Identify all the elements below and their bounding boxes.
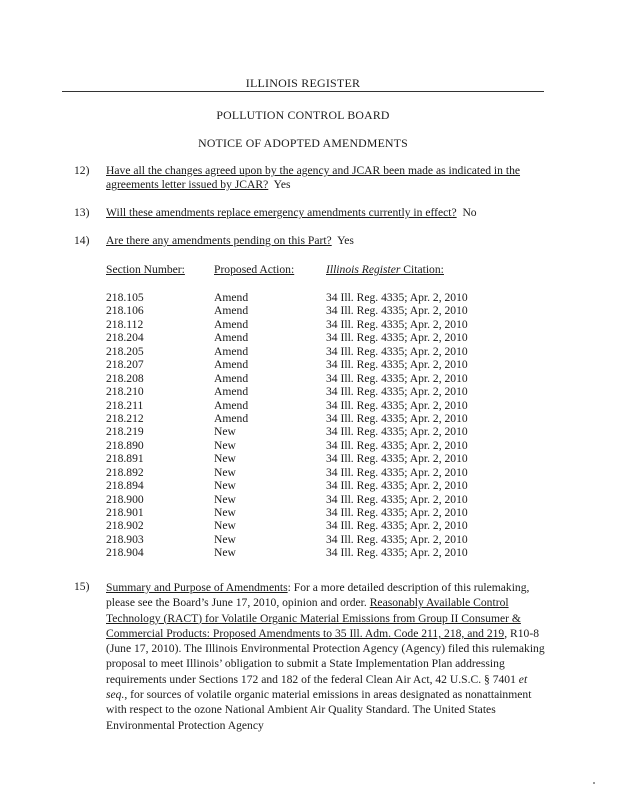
table-row [106,372,526,385]
item-13-question: Will these amendments replace emergency amendments currently in effect? [106,206,457,219]
row-proposed-action: Amend [214,317,249,331]
row-proposed-action: Amend [214,331,249,345]
row-proposed-action: New [214,519,236,533]
row-section-number: 218.208 [106,371,144,385]
row-citation: 34 Ill. Reg. 4335; Apr. 2, 2010 [326,519,468,533]
header-citation-italic: Illinois Register [326,263,401,276]
row-section-number: 218.210 [106,385,144,399]
row-section-number: 218.902 [106,519,144,533]
table-row [106,546,526,559]
table-row [106,519,526,532]
header-proposed-action: Proposed Action: [214,263,295,276]
row-citation: 34 Ill. Reg. 4335; Apr. 2, 2010 [326,465,468,479]
row-section-number: 218.890 [106,438,144,452]
notice-title: NOTICE OF ADOPTED AMENDMENTS [198,136,408,150]
row-citation: 34 Ill. Reg. 4335; Apr. 2, 2010 [326,479,468,493]
item-number-14: 14) [74,234,90,247]
table-row [106,304,526,317]
row-section-number: 218.891 [106,452,144,466]
table-row [106,506,526,519]
row-citation: 34 Ill. Reg. 4335; Apr. 2, 2010 [326,492,468,506]
table-row [106,358,526,371]
table-row [106,291,526,304]
row-proposed-action: Amend [214,304,249,318]
summary-intro: : For a more detailed description of this rulemaking, please see the Board’s June 17, 2010, opinion and order. [106,581,530,610]
table-row [106,412,526,425]
row-citation: 34 Ill. Reg. 4335; Apr. 2, 2010 [326,452,468,466]
row-citation: 34 Ill. Reg. 4335; Apr. 2, 2010 [326,291,468,304]
row-citation: 34 Ill. Reg. 4335; Apr. 2, 2010 [326,385,468,399]
table-row [106,399,526,412]
summary-case-cite: , R10-8 (June 17, 2010). The Illinois Environmental Protection Agency (Agency) filed this rulemaking proposal to meet Illinois’ obligation to submit a State Implementation Plan addressing requirements under Sections 172 and 182 of the federal Clean Air Act, 42 U.S.C. § 7401 [106,626,545,686]
row-section-number: 218.219 [106,425,144,439]
row-proposed-action: New [214,438,236,452]
table-row [106,345,526,358]
table-row [106,385,526,398]
item-12-answer: Yes [273,178,291,191]
row-section-number: 218.892 [106,465,144,479]
row-proposed-action: New [214,492,236,506]
table-row [106,425,526,438]
row-proposed-action: New [214,425,236,439]
row-proposed-action: Amend [214,398,249,412]
amendments-table [106,291,526,560]
header-citation-rest: Citation: [400,263,444,276]
summary-body-rest: , for sources of volatile organic material emissions in areas designated as nonattainment with respect to the ozone National Ambient Air Quality Standard. The United States Environmental Protection Agency [106,688,532,732]
row-proposed-action: Amend [214,411,249,425]
item-12 [106,164,546,192]
item-14-question: Are there any amendments pending on this Part? [106,234,332,247]
row-proposed-action: New [214,532,236,546]
summary-paragraph [106,580,546,733]
table-row [106,452,526,465]
row-citation: 34 Ill. Reg. 4335; Apr. 2, 2010 [326,438,468,452]
agency-name: POLLUTION CONTROL BOARD [216,108,390,122]
item-14-answer: Yes [337,234,354,247]
row-citation: 34 Ill. Reg. 4335; Apr. 2, 2010 [326,411,468,425]
row-proposed-action: New [214,465,236,479]
row-proposed-action: Amend [214,291,249,304]
row-section-number: 218.894 [106,479,144,493]
row-citation: 34 Ill. Reg. 4335; Apr. 2, 2010 [326,398,468,412]
table-row [106,493,526,506]
row-citation: 34 Ill. Reg. 4335; Apr. 2, 2010 [326,331,468,345]
row-citation: 34 Ill. Reg. 4335; Apr. 2, 2010 [326,317,468,331]
item-number-15: 15) [74,580,90,593]
row-section-number: 218.105 [106,291,144,304]
row-section-number: 218.207 [106,358,144,372]
row-section-number: 218.212 [106,411,144,425]
header-rule [62,91,544,92]
row-proposed-action: New [214,506,236,519]
row-section-number: 218.106 [106,304,144,318]
row-proposed-action: Amend [214,385,249,399]
summary-et-seq: et seq. [106,672,528,702]
row-citation: 34 Ill. Reg. 4335; Apr. 2, 2010 [326,304,468,318]
item-13 [106,206,546,220]
row-citation: 34 Ill. Reg. 4335; Apr. 2, 2010 [326,425,468,439]
row-proposed-action: New [214,479,236,493]
row-section-number: 218.205 [106,344,144,358]
row-proposed-action: New [214,452,236,466]
table-row [106,533,526,546]
row-section-number: 218.204 [106,331,144,345]
row-citation: 34 Ill. Reg. 4335; Apr. 2, 2010 [326,358,468,372]
summary-case-title: Reasonably Available Control Technology (RACT) for Volatile Organic Material Emissions from Group II Consumer & Commercial Products: Proposed Amendments to 35 Ill. Adm. Code 211, 218, and 219 [106,596,521,640]
table-row [106,331,526,344]
row-section-number: 218.903 [106,532,144,546]
item-number-13: 13) [74,206,90,219]
item-14 [106,234,546,248]
item-13-answer: No [462,206,477,219]
row-section-number: 218.904 [106,546,144,560]
table-row [106,466,526,479]
item-number-12: 12) [74,164,90,177]
row-proposed-action: Amend [214,371,249,385]
row-citation: 34 Ill. Reg. 4335; Apr. 2, 2010 [326,344,468,358]
item-12-question: Have all the changes agreed upon by the agency and JCAR been made as indicated in the agreements letter issued by JCAR? [106,164,521,191]
table-row [106,439,526,452]
row-section-number: 218.900 [106,492,144,506]
row-citation: 34 Ill. Reg. 4335; Apr. 2, 2010 [326,546,468,560]
row-proposed-action: Amend [214,344,249,358]
page-mark [593,782,595,784]
amendments-table-header [106,263,526,277]
table-row [106,479,526,492]
row-section-number: 218.901 [106,506,144,519]
row-section-number: 218.211 [106,398,144,412]
row-citation: 34 Ill. Reg. 4335; Apr. 2, 2010 [326,371,468,385]
header-citation [326,263,444,276]
header-section-number: Section Number: [106,263,185,276]
summary-heading: Summary and Purpose of Amendments [106,581,288,594]
row-proposed-action: New [214,546,236,560]
row-proposed-action: Amend [214,358,249,372]
row-citation: 34 Ill. Reg. 4335; Apr. 2, 2010 [326,506,468,519]
table-row [106,318,526,331]
register-title: ILLINOIS REGISTER [245,76,361,90]
row-section-number: 218.112 [106,317,144,331]
row-citation: 34 Ill. Reg. 4335; Apr. 2, 2010 [326,532,468,546]
